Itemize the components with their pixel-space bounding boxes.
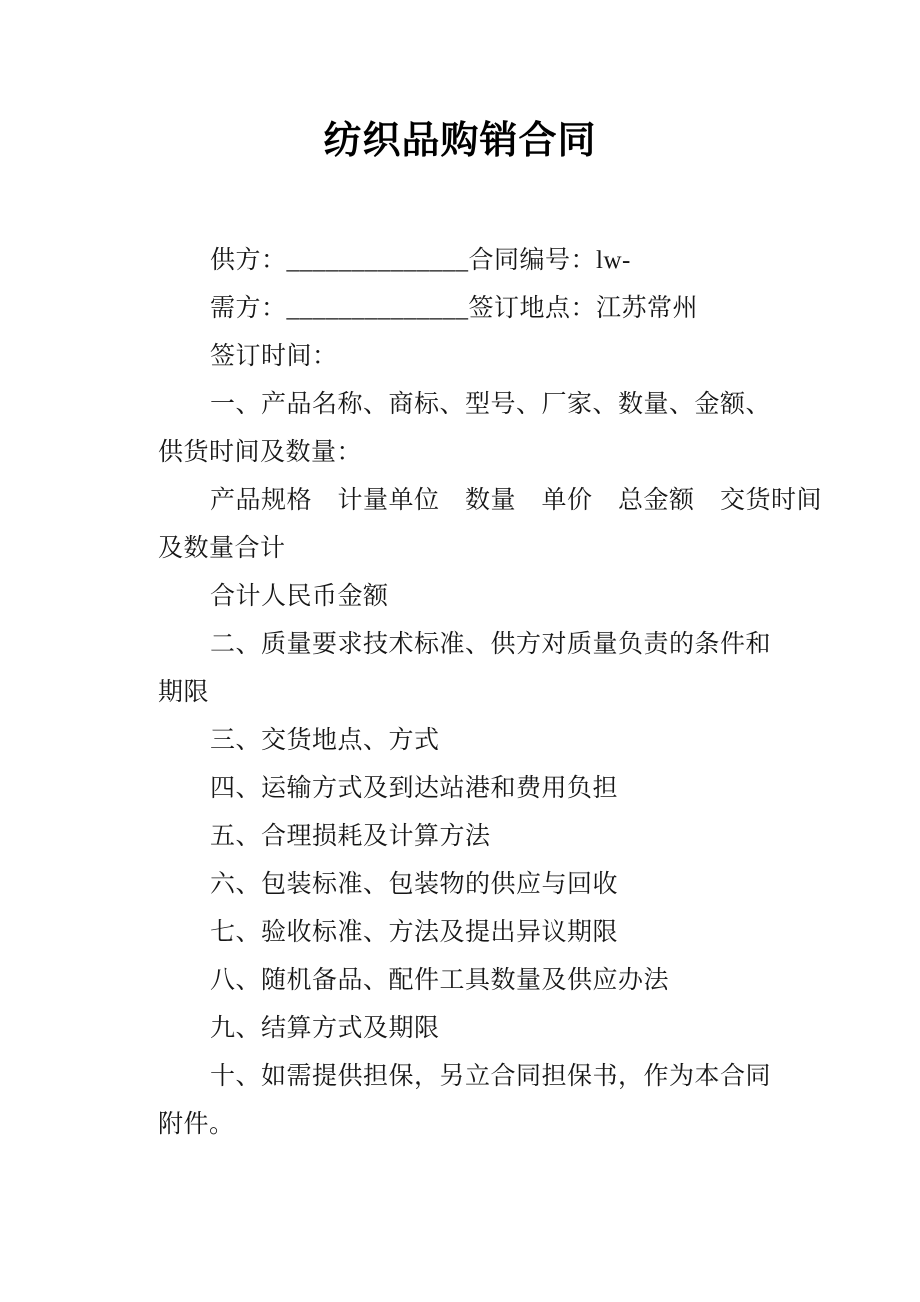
text-line: 二、质量要求技术标准、供方对质量负责的条件和 xyxy=(210,631,772,658)
text-line: 供货时间及数量： xyxy=(158,439,363,466)
text-line: 四、运输方式及到达站港和费用负担 xyxy=(210,775,619,802)
text-line: 一、产品名称、商标、型号、厂家、数量、金额、 xyxy=(210,391,772,418)
text-line: 期限 xyxy=(158,679,210,706)
text-line: 合计人民币金额 xyxy=(210,583,389,610)
text-line: 十、如需提供担保，另立合同担保书，作为本合同 xyxy=(210,1063,772,1090)
text-line: 八、随机备品、配件工具数量及供应办法 xyxy=(210,967,670,994)
text-line: 三、交货地点、方式 xyxy=(210,727,440,754)
text-line: 六、包装标准、包装物的供应与回收 xyxy=(210,871,619,898)
text-line: 签订时间： xyxy=(210,343,338,370)
document-body xyxy=(158,237,823,1149)
text-line: 附件。 xyxy=(158,1111,235,1138)
text-line: 供方：______________合同编号：lw- xyxy=(210,247,631,274)
text-line: 产品规格 计量单位 数量 单价 总金额 交货时间 xyxy=(210,487,823,514)
text-line: 五、合理损耗及计算方法 xyxy=(210,823,491,850)
text-line: 需方：______________签订地点：江苏常州 xyxy=(210,295,699,322)
text-line: 七、验收标准、方法及提出异议期限 xyxy=(210,919,619,946)
text-line: 九、结算方式及期限 xyxy=(210,1015,440,1042)
document-title: 纺织品购销合同 xyxy=(323,120,597,162)
text-line: 及数量合计 xyxy=(158,535,286,562)
